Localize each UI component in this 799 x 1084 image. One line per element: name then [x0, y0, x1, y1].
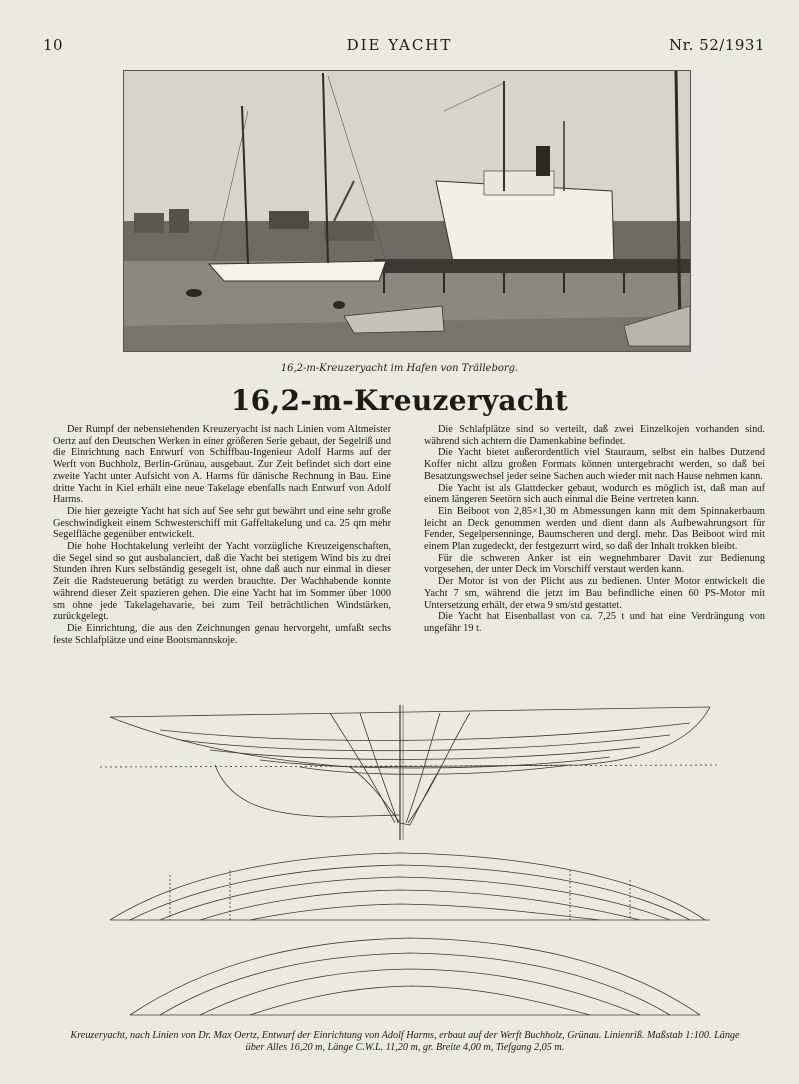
paragraph: Der Motor ist von der Plicht aus zu bedienen. Unter Motor entwickelt die Yacht 7 sm, während die jetzt im Bau befindliche einen 60 PS-Motor mit Untersetzung erhält, der etwa 9 sm/std gestattet. [424, 576, 765, 611]
issue-number: Nr. 52/1931 [669, 36, 765, 54]
paragraph: Die hohe Hochtakelung verleiht der Yacht vorzügliche Kreuzeigenschaften, die Segel sind so gut ausbalanciert, daß die Yacht bei stetigem Wind bis zu drei Stunden ihren Kurs selbständig gesegelt ist, ohne daß auch nur einmal in dieser Zeit die Radsteuerung betätigt zu werden brauchte. Der Wachhabende konnte während dieser Zeit spazieren gehen. Die eine Yacht hat im Sommer über 1000 sm ohne jede Takelagehavarie, bei zum Teil beträchtlichen Windstärken, zurückgelegt. [53, 541, 391, 623]
paragraph: Die hier gezeigte Yacht hat sich auf See sehr gut bewährt und eine sehr große Geschwindigkeit einem Schwesterschiff mit Gaffeltakelung und ca. 25 qm mehr Segelfläche gegenüber entwickelt. [53, 505, 391, 541]
left-column [53, 424, 391, 646]
article-title: 16,2-m-Kreuzeryacht [230, 384, 569, 417]
hull-lines-drawing [100, 705, 720, 1025]
paragraph: Die Schlafplätze sind so verteilt, daß zwei Einzelkojen vorhanden sind. während sich achtern die Damenkabine befindet. [424, 424, 765, 447]
drawing-caption: Kreuzeryacht, nach Linien von Dr. Max Oertz, Entwurf der Einrichtung von Adolf Harms, erbaut auf der Werft Buchholz, Grünau. Linienriß. Maßstab 1:100. Länge über Alles 16,20 m, Länge C.W.L. 11,20 m, gr. Breite 4,00 m, Tiefgang 2,05 m. [70, 1030, 740, 1053]
right-column [424, 424, 765, 635]
paragraph: Ein Beiboot von 2,85×1,30 m Abmessungen kann mit dem Spinnakerbaum leicht an Deck genommen werden und dient dann als Aufbewahrungsort für Fender, Segelpersenninge, Baumscheren und dergl. mehr. Das Beiboot wird mit einem Plan zugedeckt, der festgezurrt wird, so daß der Inhalt trokken bleibt. [424, 505, 765, 553]
magazine-title: DIE YACHT [346, 36, 453, 54]
page-number: 10 [43, 36, 64, 54]
harbor-photo [123, 70, 691, 352]
paragraph: Der Rumpf der nebenstehenden Kreuzeryacht ist nach Linien vom Altmeister Oertz auf den Deutschen Werken in einer größeren Serie gebaut, der Segelriß und die Einrichtung nach Entwurf von Schiffbau-Ingenieur Adolf Harms auf der Werft von Buchholz, Berlin-Grünau, ausgebaut. Zur Zeit befindet sich dort eine zweite Yacht unter Aufsicht von A. Harms für dänische Rechnung in Bau. Eine dritte Yacht in Kiel erhält eine neue Takelage ebenfalls nach Entwurf von Adolf Harms. [53, 424, 391, 506]
paragraph: Die Yacht bietet außerordentlich viel Stauraum, selbst ein halbes Dutzend Koffer nicht allzu großen Formats können untergebracht werden, so daß bei Besatzungswechsel jeder seine Sachen auch wieder mit nach Hause nehmen kann. [424, 447, 765, 482]
paragraph: Für die schweren Anker ist ein wegnehmbarer Davit zur Bedienung vorgesehen, der unter Deck im Vorschiff verstaut werden kann. [424, 552, 765, 576]
paragraph: Die Yacht hat Eisenballast von ca. 7,25 t und hat eine Verdrängung von ungefähr 19 t. [424, 611, 765, 634]
paragraph: Die Einrichtung, die aus den Zeichnungen genau hervorgeht, umfaßt sechs feste Schlafplätze und eine Bootsmannskoje. [53, 622, 391, 646]
photo-caption: 16,2-m-Kreuzeryacht im Hafen von Trälleborg. [280, 363, 519, 374]
paragraph: Die Yacht ist als Glattdecker gebaut, wodurch es möglich ist, daß man auf einem längeren Seetörn sich auch einmal die Beine vertreten kann. [424, 482, 765, 506]
